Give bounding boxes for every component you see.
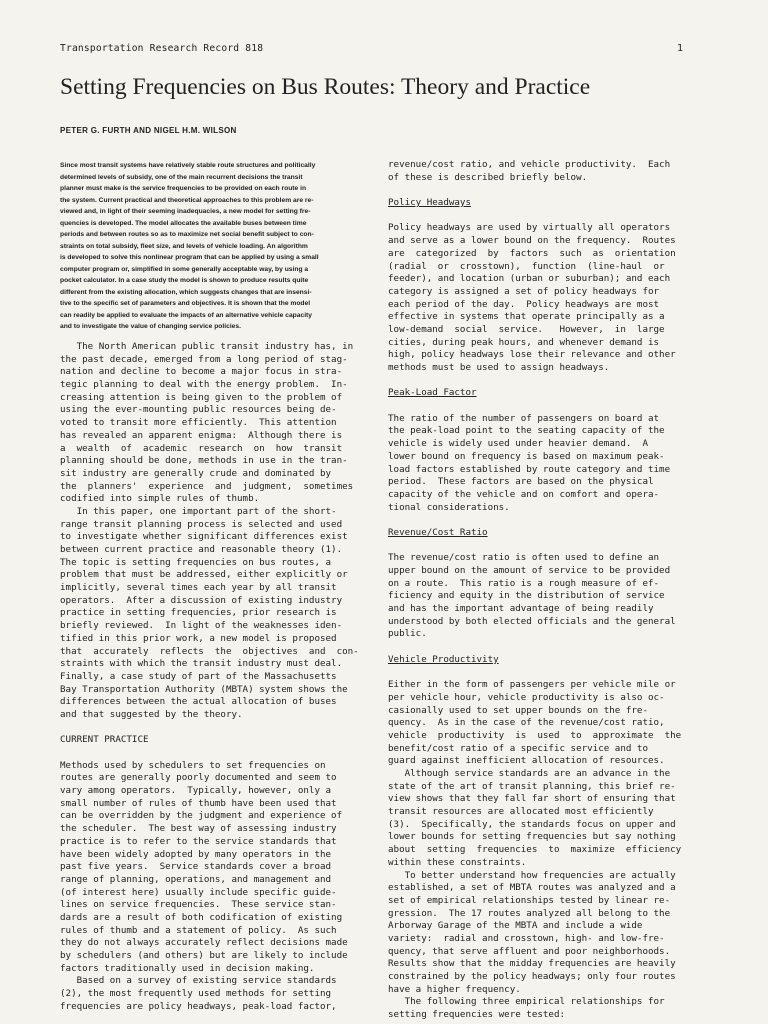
text-line: practice is to refer to the service standards that (60, 835, 337, 847)
text-line: straints with which the transit industry must deal. (60, 658, 343, 670)
text-line: Results show that the midday frequencies are heavily (388, 958, 676, 970)
text-line: gression. The 17 routes analyzed all belong to the (388, 907, 671, 919)
right-column (388, 159, 690, 1022)
abstract (60, 160, 366, 333)
text-line: and that suggested by the theory. (60, 708, 243, 720)
text-line: load factors established by route category and time (388, 463, 671, 475)
text-line: The North American public transit industry has, in (60, 341, 354, 352)
text-line: In this paper, one important part of the short- (60, 505, 337, 517)
paper-title: Setting Frequencies on Bus Routes: Theory and Practice (60, 74, 591, 100)
text-line: dards are a result of both codification of existing (60, 911, 343, 923)
text-line: within these constraints. (388, 856, 527, 868)
text-line: nation and decline to become a major focus in stra- (60, 366, 343, 378)
abstract-line: and to investigate the value of changing service policies. (60, 323, 241, 330)
text-line: Policy headways are used by virtually all operators (388, 222, 671, 234)
text-line: sit industry are generally crude and dominated by (60, 467, 332, 479)
text-line: constrained by the policy headways; only four routes (388, 971, 676, 982)
abstract-line: viewed and, in light of their seeming inadequacies, a new model for setting fre- (60, 208, 311, 215)
text-line: have a higher frequency. (388, 983, 521, 995)
text-line: the scheduler. The best way of assessing industry (60, 823, 337, 835)
text-line: established, a set of MBTA routes was analyzed and a (388, 882, 676, 894)
text-line: The topic is setting frequencies on bus routes, a (60, 556, 332, 568)
text-line: The following three empirical relationships for (388, 996, 665, 1008)
abstract-line: Since most transit systems have relatively stable route structures and politically (60, 162, 316, 169)
text-line: small number of rules of thumb have been used that (60, 797, 337, 809)
text-line: upper bound on the amount of service to be provided (388, 565, 671, 576)
text-line: rules of thumb and a statement of policy. As such (60, 924, 337, 936)
text-line: tegic planning to deal with the energy problem. In- (60, 379, 348, 391)
subheading-vehicle-productivity: Vehicle Productivity (388, 653, 499, 665)
text-line: to investigate whether significant differences exist (60, 531, 348, 543)
text-line: are categorized by factors such as orientation (388, 247, 676, 259)
abstract-line: tive to the specific set of parameters and objectives. It is shown that the model (60, 300, 311, 307)
section-heading-current-practice: CURRENT PRACTICE (60, 734, 149, 746)
text-line: Finally, a case study of part of the Massachusetts (60, 670, 337, 682)
text-line: tional considerations. (388, 501, 510, 513)
text-line: implicitly, several times each year by all transit (60, 582, 337, 594)
text-line: understood by both elected officials and the general (388, 615, 676, 627)
text-line: operators. After a discussion of existing industry (60, 594, 343, 606)
abstract-line: computer program or, simplified in some generally acceptable way, by using a (60, 265, 309, 273)
text-line: low-demand social service. However, in large (388, 323, 665, 335)
page-number: 1 (677, 43, 684, 54)
text-line: vehicle is widely used under heavier demand. A (388, 438, 648, 450)
text-line: The revenue/cost ratio is often used to define an (388, 552, 660, 564)
text-line: planning should be done, methods in use in the tran- (60, 455, 348, 467)
text-line: lower bound on frequency is based on maximum peak- (388, 450, 665, 462)
text-line: period. These factors are based on the physical (388, 476, 654, 488)
text-line: quency, that serve affluent and poor neighborhoods. (388, 945, 671, 957)
text-line: can be overridden by the judgment and experience of (60, 810, 343, 822)
text-line: lower bounds for setting frequencies but say nothing (388, 831, 676, 843)
current-practice-text (60, 760, 362, 1014)
text-line: a wealth of academic research on how transit (60, 442, 343, 454)
text-line: view shows that they fall far short of ensuring that (388, 793, 676, 805)
subheading-policy-headways: Policy Headways (388, 197, 471, 209)
text-line: casionally used to set upper bounds on the fre- (388, 704, 648, 716)
text-line: category is assigned a set of policy headways for (388, 285, 660, 297)
authors: PETER G. FURTH AND NIGEL H.M. WILSON (60, 126, 237, 135)
abstract-line: can readily be applied to evaluate the impacts of an alternative vehicle capacity (60, 311, 312, 319)
text-line: range of planning, operations, and management and (60, 873, 332, 885)
text-line: per vehicle hour, vehicle productivity is also oc- (388, 691, 665, 703)
text-line: (radial or crosstown), function (line-haul or (388, 260, 665, 272)
abstract-line: quencies is developed. The model allocates the available buses between time (60, 219, 307, 227)
abstract-line: determined levels of subsidy, one of the main recurrent decisions the transit (60, 173, 303, 181)
text-line: codified into simple rules of thumb. (60, 493, 260, 505)
abstract-line: the system. Current practical and theoretical approaches to this problem are re- (60, 196, 314, 204)
text-line: past five years. Service standards cover a broad (60, 861, 332, 873)
text-line: about setting frequencies to maximize efficiency (388, 844, 682, 856)
abstract-line: straints on total subsidy, fleet size, and levels of vehicle loading. An algorithm (60, 242, 308, 250)
text-line: transit resources are allocated most efficiently (388, 806, 654, 818)
right-column-lead (388, 159, 690, 184)
text-line: they do not always accurately reflect decisions made (60, 937, 348, 949)
peak-load-factor-text (388, 413, 690, 515)
text-line: and serve as a lower bound on the frequency. Routes (388, 235, 676, 247)
text-line: revenue/cost ratio, and vehicle productivity. Each (388, 159, 671, 170)
running-head: Transportation Research Record 818 (60, 43, 264, 54)
text-line: have been widely adopted by many operators in the (60, 848, 332, 860)
text-line: capacity of the vehicle and on comfort and opera- (388, 488, 660, 500)
text-line: public. (388, 628, 427, 640)
text-line: guard against inefficient allocation of resources. (388, 755, 665, 767)
text-line: has revealed an apparent enigma: Although there is (60, 429, 343, 441)
text-line: (of interest here) usually include specific guide- (60, 886, 337, 898)
text-line: variety: radial and crosstown, high- and low-fre- (388, 932, 665, 944)
text-line: vehicle productivity is used to approximate the (388, 729, 682, 741)
revenue-cost-ratio-text (388, 552, 690, 641)
text-line: routes are generally poorly documented and seem to (60, 772, 337, 784)
text-line: (2), the most frequently used methods for setting (60, 988, 332, 1000)
text-line: feeder), and location (urban or suburban); and each (388, 273, 671, 285)
text-line: frequencies are policy headways, peak-load factor, (60, 1000, 337, 1012)
text-line: (3). Specifically, the standards focus on upper and (388, 818, 676, 830)
text-line: the past decade, emerged from a long period of stag- (60, 353, 348, 365)
text-line: lines on service frequencies. These service stan- (60, 899, 337, 911)
text-line: The ratio of the number of passengers on board at (388, 412, 660, 424)
text-line: each period of the day. Policy headways are most (388, 298, 660, 310)
text-line: that accurately reflects the objectives and con- (60, 645, 359, 657)
abstract-line: periods and between routes so as to maximize net social benefit subject to con- (60, 231, 314, 238)
text-line: range transit planning process is selected and used (60, 518, 343, 530)
text-line: and has the important advantage of being readily (388, 603, 654, 615)
abstract-line: is developed to solve this nonlinear program that can be applied by using a small (60, 254, 319, 261)
text-line: high, policy headways lose their relevance and other (388, 349, 676, 361)
text-line: cities, during peak hours, and whenever demand is (388, 336, 660, 348)
abstract-line: pocket calculator. In a case study the model is shown to produce results quite (60, 277, 309, 284)
text-line: To better understand how frequencies are actually (388, 869, 676, 881)
subheading-revenue-cost-ratio: Revenue/Cost Ratio (388, 526, 488, 538)
text-line: differences between the actual allocation of buses (60, 696, 337, 708)
text-line: Arborway Garage of the MBTA and include a wide (388, 920, 643, 932)
text-line: on a route. This ratio is a rough measure of ef- (388, 577, 660, 589)
text-line: voted to transit more efficiently. This attention (60, 417, 337, 429)
text-line: ficiency and equity in the distribution of service (388, 590, 665, 602)
text-line: of these is described briefly below. (388, 171, 588, 183)
text-line: effective in systems that operate principally as a (388, 311, 665, 323)
vehicle-productivity-text (388, 679, 690, 1022)
text-line: factors traditionally used in decision making. (60, 962, 315, 974)
text-line: state of the art of transit planning, this brief re- (388, 780, 676, 792)
text-line: Methods used by schedulers to set frequencies on (60, 759, 326, 771)
introduction (60, 341, 362, 722)
text-line: briefly reviewed. In light of the weaknesses iden- (60, 620, 343, 632)
text-line: benefit/cost ratio of a specific service and to (388, 742, 648, 754)
text-line: methods must be used to assign headways. (388, 362, 610, 373)
text-line: practice in setting frequencies, prior research is (60, 607, 337, 619)
text-line: by schedulers (and others) but are likely to include (60, 950, 348, 961)
text-line: set of empirical relationships tested by linear re- (388, 894, 671, 906)
left-column (60, 341, 362, 1013)
text-line: the planners' experience and judgment, sometimes (60, 480, 354, 492)
text-line: the peak-load point to the seating capacity of the (388, 425, 665, 437)
abstract-line: planner must make is the service frequencies to be provided on each route in (60, 185, 307, 192)
text-line: using the ever-mounting public resources being de- (60, 404, 337, 416)
policy-headways-text (388, 222, 690, 374)
text-line: setting frequencies were tested: (388, 1009, 566, 1021)
text-line: Either in the form of passengers per vehicle mile or (388, 679, 676, 691)
text-line: Although service standards are an advance in the (388, 768, 671, 779)
text-line: problem that must be addressed, either explicitly or (60, 569, 348, 581)
text-line: creasing attention is being given to the problem of (60, 391, 343, 403)
text-line: between current practice and reasonable theory (1). (60, 544, 343, 555)
text-line: Bay Transportation Authority (MBTA) system shows the (60, 683, 348, 695)
text-line: vary among operators. Typically, however, only a (60, 785, 332, 797)
subheading-peak-load-factor: Peak-Load Factor (388, 387, 477, 399)
text-line: tified in this prior work, a new model is proposed (60, 632, 337, 644)
text-line: quency. As in the case of the revenue/cost ratio, (388, 717, 665, 729)
abstract-line: different from the existing allocation, which suggests changes that are insensi- (60, 288, 312, 296)
text-line: Based on a survey of existing service standards (60, 975, 337, 987)
